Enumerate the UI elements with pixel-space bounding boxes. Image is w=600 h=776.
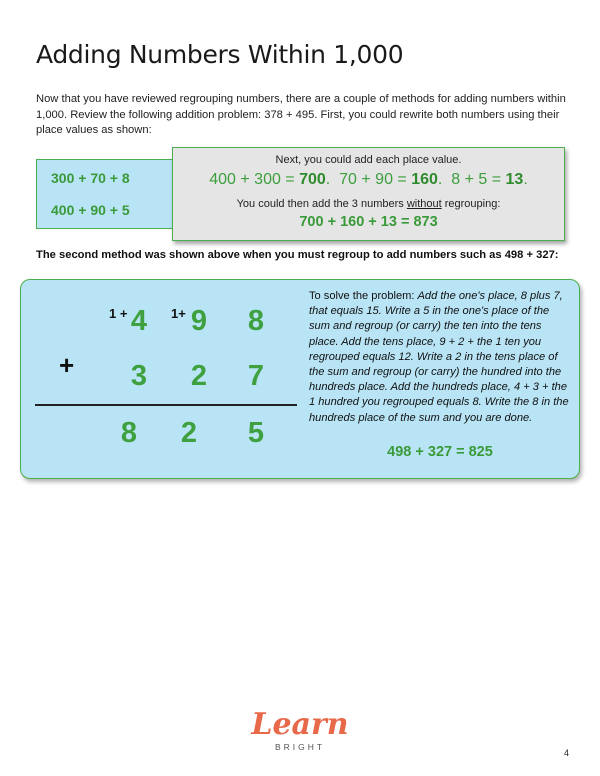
eq1-left: 400 + 300 =	[209, 171, 300, 188]
place-value-sums	[173, 171, 564, 189]
solution-explanation	[309, 289, 571, 426]
top-digit-ones: 8	[247, 305, 265, 337]
eq1-result: 700	[299, 171, 326, 188]
sum-digit-ones: 5	[247, 417, 265, 449]
top-digit-hundreds: 4	[130, 305, 148, 337]
line2-before: You could then add the 3 numbers	[236, 198, 407, 210]
carry-hundreds: 1 +	[109, 306, 128, 321]
intro-paragraph: Now that you have reviewed regrouping numbers, there are a couple of methods for adding numbers within 1,000. Review the following addition problem: 378 + 495. First, you could rewrite both numbers using their place values as shown:	[36, 93, 566, 136]
plus-sign: +	[59, 350, 75, 380]
place-values-box	[36, 159, 188, 229]
problem-result: 498 + 327 = 825	[387, 444, 493, 460]
eq2-left: 70 + 90 =	[339, 171, 412, 188]
steps-line-2	[173, 198, 564, 210]
line2-after: regrouping:	[441, 198, 501, 210]
bottom-digit-tens: 2	[190, 360, 208, 392]
dot-sep: .	[437, 171, 452, 188]
dot-sep: .	[325, 171, 340, 188]
bottom-digit-ones: 7	[247, 360, 265, 392]
steps-total: 700 + 160 + 13 = 873	[299, 214, 438, 230]
sum-digit-hundreds: 8	[120, 417, 138, 449]
dot-sep: .	[523, 171, 528, 188]
carry-tens: 1+	[171, 306, 186, 321]
learn-bright-logo	[245, 707, 355, 752]
line2-underline: without	[406, 198, 442, 210]
steps-line-1: Next, you could add each place value.	[275, 154, 462, 166]
eq2-result: 160	[411, 171, 438, 188]
bottom-digit-hundreds: 3	[130, 360, 148, 392]
problem-box	[20, 279, 580, 479]
top-digit-tens: 9	[190, 305, 208, 337]
sum-rule-line	[35, 404, 297, 406]
eq3-result: 13	[505, 171, 524, 188]
sum-digit-tens: 2	[180, 417, 198, 449]
place-value-495: 400 + 90 + 5	[51, 202, 130, 218]
explain-intro: To solve the problem:	[309, 290, 418, 302]
place-value-378: 300 + 70 + 8	[51, 170, 130, 186]
page-title: Adding Numbers Within 1,000	[36, 40, 404, 69]
steps-box	[172, 147, 565, 241]
explain-steps: Add the one's place, 8 plus 7, that equals 15. Write a 5 in the one's place of the sum and regroup (or carry) the ten into the tens place. Add the tens place, 9 + 2 + the 1 ten you regrouped equals 12. Write a 2 in the tens place of the sum and regroup (or carry) the hundred into the hundreds place. Add the hundreds place, 4 + 3 + the 1 hundred you regrouped equals 8. Write the 8 in the hundreds place of the sum and you are done.	[309, 290, 569, 424]
logo-word: Learn	[251, 707, 349, 742]
logo-sub: BRIGHT	[274, 742, 326, 752]
second-method-text: The second method was shown above when you must regroup to add numbers such as 498 + 327:	[36, 249, 559, 261]
eq3-left: 8 + 5 =	[451, 171, 506, 188]
page-number: 4	[564, 748, 570, 758]
